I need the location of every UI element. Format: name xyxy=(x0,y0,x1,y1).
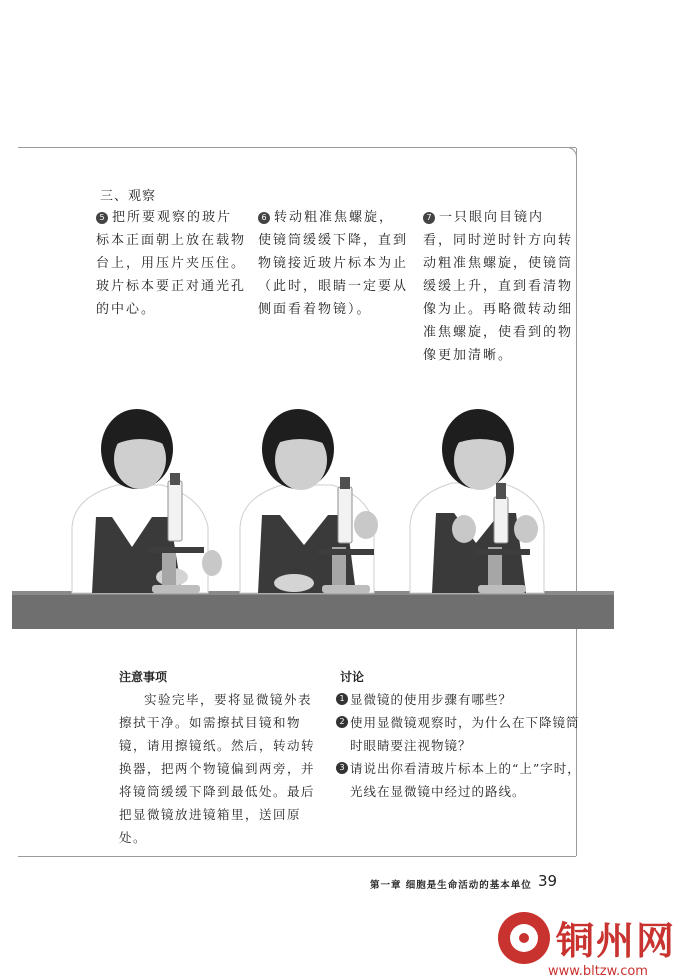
girl-2 xyxy=(240,409,378,593)
step-text-5: 把所要观察的玻片标本正面朝上放在载物台上，用压片夹压住。玻片标本要正对通光孔的中心。 xyxy=(96,210,247,317)
step-6 xyxy=(258,206,408,321)
girl-3 xyxy=(410,409,544,593)
discussion-item-2 xyxy=(336,711,582,757)
discussion-item-1 xyxy=(336,688,582,711)
site-watermark xyxy=(498,912,688,978)
discussion-number-1: 1 xyxy=(336,693,348,705)
discussion-text-1: 显微镜的使用步骤有哪些？ xyxy=(350,692,513,707)
step-text-6: 转动粗准焦螺旋，使镜筒缓缓下降，直到物镜接近玻片标本为止（此时，眼睛一定要从侧面看着物镜）。 xyxy=(258,210,409,317)
discussion-number-3: 3 xyxy=(336,762,348,774)
frame-top-border xyxy=(18,147,576,148)
section-title: 三、观察 xyxy=(100,189,157,204)
step-5 xyxy=(96,206,246,321)
step-number-6: 6 xyxy=(258,212,270,224)
step-number-7: 7 xyxy=(423,212,435,224)
notes-body: 实验完毕，要将显微镜外表擦拭干净。如需擦拭目镜和物镜，请用擦镜纸。然后，转动转换器，把两个物镜偏到两旁，并将镜筒缓缓下降到最低处。最后把显微镜放进镜箱里，送回原处。 xyxy=(119,692,316,845)
watermark-seal-icon xyxy=(498,912,550,964)
frame-bottom-border xyxy=(18,856,576,857)
step-number-5: 5 xyxy=(96,212,108,224)
watermark-url: www.bltzw.com xyxy=(548,964,648,979)
frame-corner xyxy=(560,147,577,164)
girl-1 xyxy=(72,409,222,593)
discussion-title: 讨论 xyxy=(340,670,365,684)
watermark-name: 铜州网 xyxy=(556,919,677,963)
notes-title: 注意事项 xyxy=(119,670,168,684)
table-surface xyxy=(12,591,614,629)
page-number: 39 xyxy=(538,872,558,890)
students-microscope-photo xyxy=(12,397,614,633)
discussion-text-2: 使用显微镜观察时，为什么在下降镜筒时眼睛要注视物镜？ xyxy=(350,715,580,753)
discussion-item-3 xyxy=(336,757,582,803)
step-text-7: 一只眼向目镜内看，同时逆时针方向转动粗准焦螺旋，使镜筒缓缓上升，直到看清物像为止。再略微转动细准焦螺旋，使看到的物像更加清晰。 xyxy=(423,210,574,363)
footer-chapter-title: 第一章 细胞是生命活动的基本单位 xyxy=(370,880,532,891)
step-7 xyxy=(423,206,573,367)
discussion-number-2: 2 xyxy=(336,716,348,728)
discussion-text-3: 请说出你看清玻片标本上的“上”字时，光线在显微镜中经过的路线。 xyxy=(350,761,581,799)
